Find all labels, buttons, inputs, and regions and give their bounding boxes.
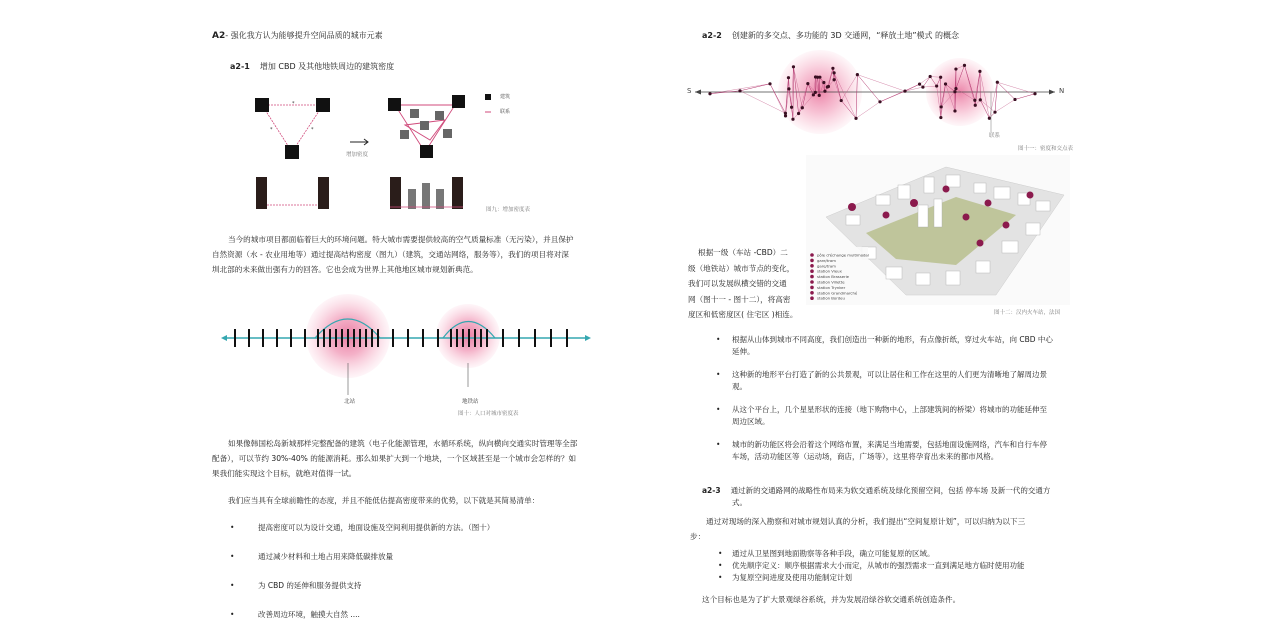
network-node: [940, 105, 943, 108]
subheading-text: 创建新的多交点、多功能的 3D 交通网，“释放土地”模式 的概念: [731, 31, 960, 40]
network-node: [996, 81, 999, 84]
para-line: 通过对现场的深入勘察和对城市规划认真的分析，我们提出“空间复原计划”，可以归纳为以下三: [706, 517, 1026, 526]
network-node: [784, 114, 787, 117]
figure-10-caption: 图十：人口对城市密度表: [458, 411, 519, 417]
legend-marker: [810, 275, 814, 279]
para-line: 配备），可以节约 30%-40% 的能源消耗。那么如果扩大到一个地块，一个区域甚至是一个城市会怎样的？如: [212, 454, 577, 463]
network-node: [993, 111, 996, 114]
network-node: [974, 104, 977, 107]
network-node: [801, 106, 804, 109]
legend-label: station Trynker: [817, 284, 846, 290]
network-node: [929, 75, 932, 78]
right-bullet-list: [716, 334, 1084, 474]
subheading-text: 通过新的交通路网的战略性布局来为软交通系统及绿化预留空间，包括 停车场 及新一代的交通方: [730, 486, 1051, 495]
network-node: [768, 82, 771, 85]
network-node: [738, 89, 741, 92]
network-node: [791, 118, 794, 121]
network-node: [878, 100, 881, 103]
para-line: 果我们能实现这个目标，就绝对值得一试。: [212, 469, 357, 478]
subheading-a2-3: [702, 485, 1102, 509]
legend-marker: [810, 253, 814, 257]
legend-marker: [810, 259, 814, 263]
network-link: [905, 87, 923, 91]
arrow-icon: [350, 139, 368, 145]
network-node: [831, 67, 834, 70]
legend-link: 联系: [500, 109, 511, 115]
figure-12-caption: 图十二：汉内火车站，法国: [994, 310, 1061, 316]
legend-label: gare/tram: [817, 257, 836, 263]
para-line: 式。: [732, 498, 747, 507]
step-item: • 为复原空间进度及使用功能制定计划: [718, 573, 852, 582]
network-node: [921, 85, 924, 88]
network-link: [740, 84, 770, 91]
network-node: [954, 67, 957, 70]
label-metro-station: 地铁站: [462, 399, 479, 405]
network-node: [939, 76, 942, 79]
legend-marker: [810, 264, 814, 268]
network-node: [935, 84, 938, 87]
paragraph-3: 我们应当具有全球前瞻性的态度，并且不能低估提高密度带来的优势，以下就是其简易清单：: [228, 496, 540, 505]
network-node: [822, 81, 825, 84]
triangle-sparse: [255, 98, 330, 159]
network-link: [995, 99, 1015, 112]
bullet-item: • 从这个平台上，几个星星形状的连接（地下购物中心，上部建筑间的桥梁）将城市的功能延伸至 周边区域。: [716, 405, 1047, 426]
network-node: [963, 64, 966, 67]
para-line: 我们可以发展纵横交错的交通: [688, 279, 787, 288]
label-south: S: [687, 87, 692, 95]
para-line: 级（地铁站）城市节点的变化，: [688, 263, 795, 273]
network-node: [787, 76, 790, 79]
label-north: N: [1059, 87, 1065, 95]
steps-list: [718, 548, 1092, 584]
para-line: 度区和低密度区( 住宅区 )相连。: [688, 310, 798, 319]
right-paragraph-1: [690, 514, 1085, 544]
subheading-code: a2-3: [702, 486, 721, 495]
network-node: [988, 117, 991, 120]
bullet-item: • 提高密度可以为设计交通，地面设施及空间利用提供新的方法。（图十）: [230, 523, 495, 532]
network-link: [905, 84, 920, 91]
buildings-sparse: [256, 177, 329, 209]
network-node: [1013, 98, 1016, 101]
network-node: [832, 78, 835, 81]
network-node: [953, 109, 956, 112]
para-line: 步：: [690, 532, 706, 541]
network-node: [978, 70, 981, 73]
network-node: [818, 94, 821, 97]
arrow-icon: [695, 90, 701, 95]
subheading-a2-1: [230, 61, 394, 72]
network-node: [827, 85, 830, 88]
triangle-dense: [388, 95, 465, 158]
network-node: [792, 65, 795, 68]
legend-marker: [810, 286, 814, 290]
left-bullet-list: [230, 522, 598, 638]
legend-marker: [810, 296, 814, 300]
legend-label: gare/tram: [817, 263, 836, 269]
para-line: 网（图十一 - 图十二），将高密: [688, 294, 791, 304]
bullet-item: • 城市的新功能区将会沿着这个网络布置，来满足当地需要，包括地面设施网络，汽车和自行车停 车场，活动功能区等（运动场，商店，广场等），这里将孕育出未来的都市风格。: [716, 440, 1047, 461]
arrow-label: 增加密度: [346, 152, 369, 158]
legend-label: station Villette: [817, 279, 845, 285]
subheading-text: 增加 CBD 及其他地铁周边的建筑密度: [259, 62, 395, 71]
bullet-item: • 这种新的地形平台打造了新的公共景观，可以让居住和工作在这里的人们更为清晰地了解周边景 观。: [716, 370, 1047, 391]
subheading-code: a2-1: [230, 62, 250, 71]
network-node: [823, 90, 826, 93]
network-node: [1033, 92, 1036, 95]
svg-text:*: *: [270, 127, 273, 133]
network-node: [806, 82, 809, 85]
legend-marker: [810, 291, 814, 295]
subheading-a2-2: [702, 30, 959, 41]
paragraph-1: [212, 232, 612, 277]
network-node: [790, 106, 793, 109]
legend-label: station Grandmarché: [817, 290, 858, 296]
network-node: [944, 82, 947, 85]
network-node: [854, 117, 857, 120]
network-node: [814, 91, 817, 94]
figure-9-density-diagram: [240, 85, 560, 220]
heading-text: - 强化我方认为能够提升空间品质的城市元素: [225, 31, 383, 40]
figure-11-network-diagram: [680, 48, 1070, 148]
legend-label: station Brasserie: [817, 274, 850, 280]
bullet-item: • 通过减少材料和土地占用来降低碳排放量: [230, 552, 393, 561]
network-node: [954, 87, 957, 90]
bullet-item: • 根据从山体到城市不同高度，我们创造出一种新的地形，有点像折纸，穿过火车站，向 CBD 中心 延伸。: [716, 335, 1053, 356]
network-node: [979, 98, 982, 101]
para-line: 如果像韩国松岛新城那样完整配备的建筑（电子化能源管理，水循环系统，纵向横向交通实时管理等全部: [228, 439, 578, 448]
network-link: [1015, 94, 1035, 100]
side-paragraph: [688, 245, 808, 323]
subheading-code: a2-2: [702, 31, 722, 40]
para-line: 当今的城市项目都面临着巨大的环境问题。特大城市需要提供较高的空气质量标准（无污染），并且保护: [228, 235, 574, 244]
step-item: • 通过从卫星图到地面勘察等各种手段，确立可能复原的区域。: [718, 549, 935, 558]
network-node: [856, 73, 859, 76]
network-node: [708, 92, 711, 95]
legend-label: station Vieux: [817, 268, 842, 274]
step-item: • 优先顺序定义：顺序根据需求大小而定，从城市的强烈需求一直到满足地方临时使用功能: [718, 561, 1025, 570]
network-node: [918, 83, 921, 86]
figure-11-caption: 图十一：密度和交点表: [1018, 146, 1074, 152]
network-node: [973, 99, 976, 102]
network-node: [840, 99, 843, 102]
network-node: [797, 112, 800, 115]
network-node: [833, 71, 836, 74]
legend-building: 建筑: [500, 94, 511, 100]
legend-marker: [810, 280, 814, 284]
figure-12-city-model: [806, 155, 1070, 305]
network-node: [818, 76, 821, 79]
figure-10-population-density: [215, 285, 600, 400]
para-line: 自然资源（水 - 农业用地等）通过提高结构密度（图九）（建筑，交通站网络，服务等），我们的项目将对深: [212, 250, 569, 259]
right-page: [640, 0, 1280, 640]
network-node: [787, 87, 790, 90]
network-node: [953, 90, 956, 93]
label-north-station: 北站: [344, 399, 356, 405]
svg-text:*: *: [311, 127, 314, 133]
figure-9-caption: 图九：增加密度表: [486, 207, 531, 213]
buildings-dense: [390, 177, 463, 209]
legend-label: pôle d'échange multimodal: [817, 252, 869, 258]
network-node: [903, 90, 906, 93]
arrow-icon: [1049, 90, 1055, 95]
legend-label: station Bordeu: [817, 295, 845, 301]
bullet-item: • 为 CBD 的延伸和服务提供支持: [230, 581, 362, 590]
network-node: [939, 116, 942, 119]
label-link: 联系: [989, 133, 1001, 139]
heading-a2: [212, 30, 383, 41]
legend-marker: [810, 269, 814, 273]
bullet-item: • 改善周边环境，触摸大自然 ....: [230, 610, 360, 619]
svg-text:*: *: [292, 101, 295, 107]
heading-code: A2: [212, 31, 226, 41]
paragraph-2: [212, 436, 612, 481]
right-paragraph-2: 这个目标也是为了扩大景观绿谷系统，并为发展沿绿谷软交通系统创造条件。: [702, 595, 961, 604]
para-line: 根据一级（车站 -CBD）二: [698, 248, 788, 257]
para-line: 圳北部的未来做出强有力的回答。它也会成为世界上其他地区城市规划新典范。: [212, 265, 478, 274]
